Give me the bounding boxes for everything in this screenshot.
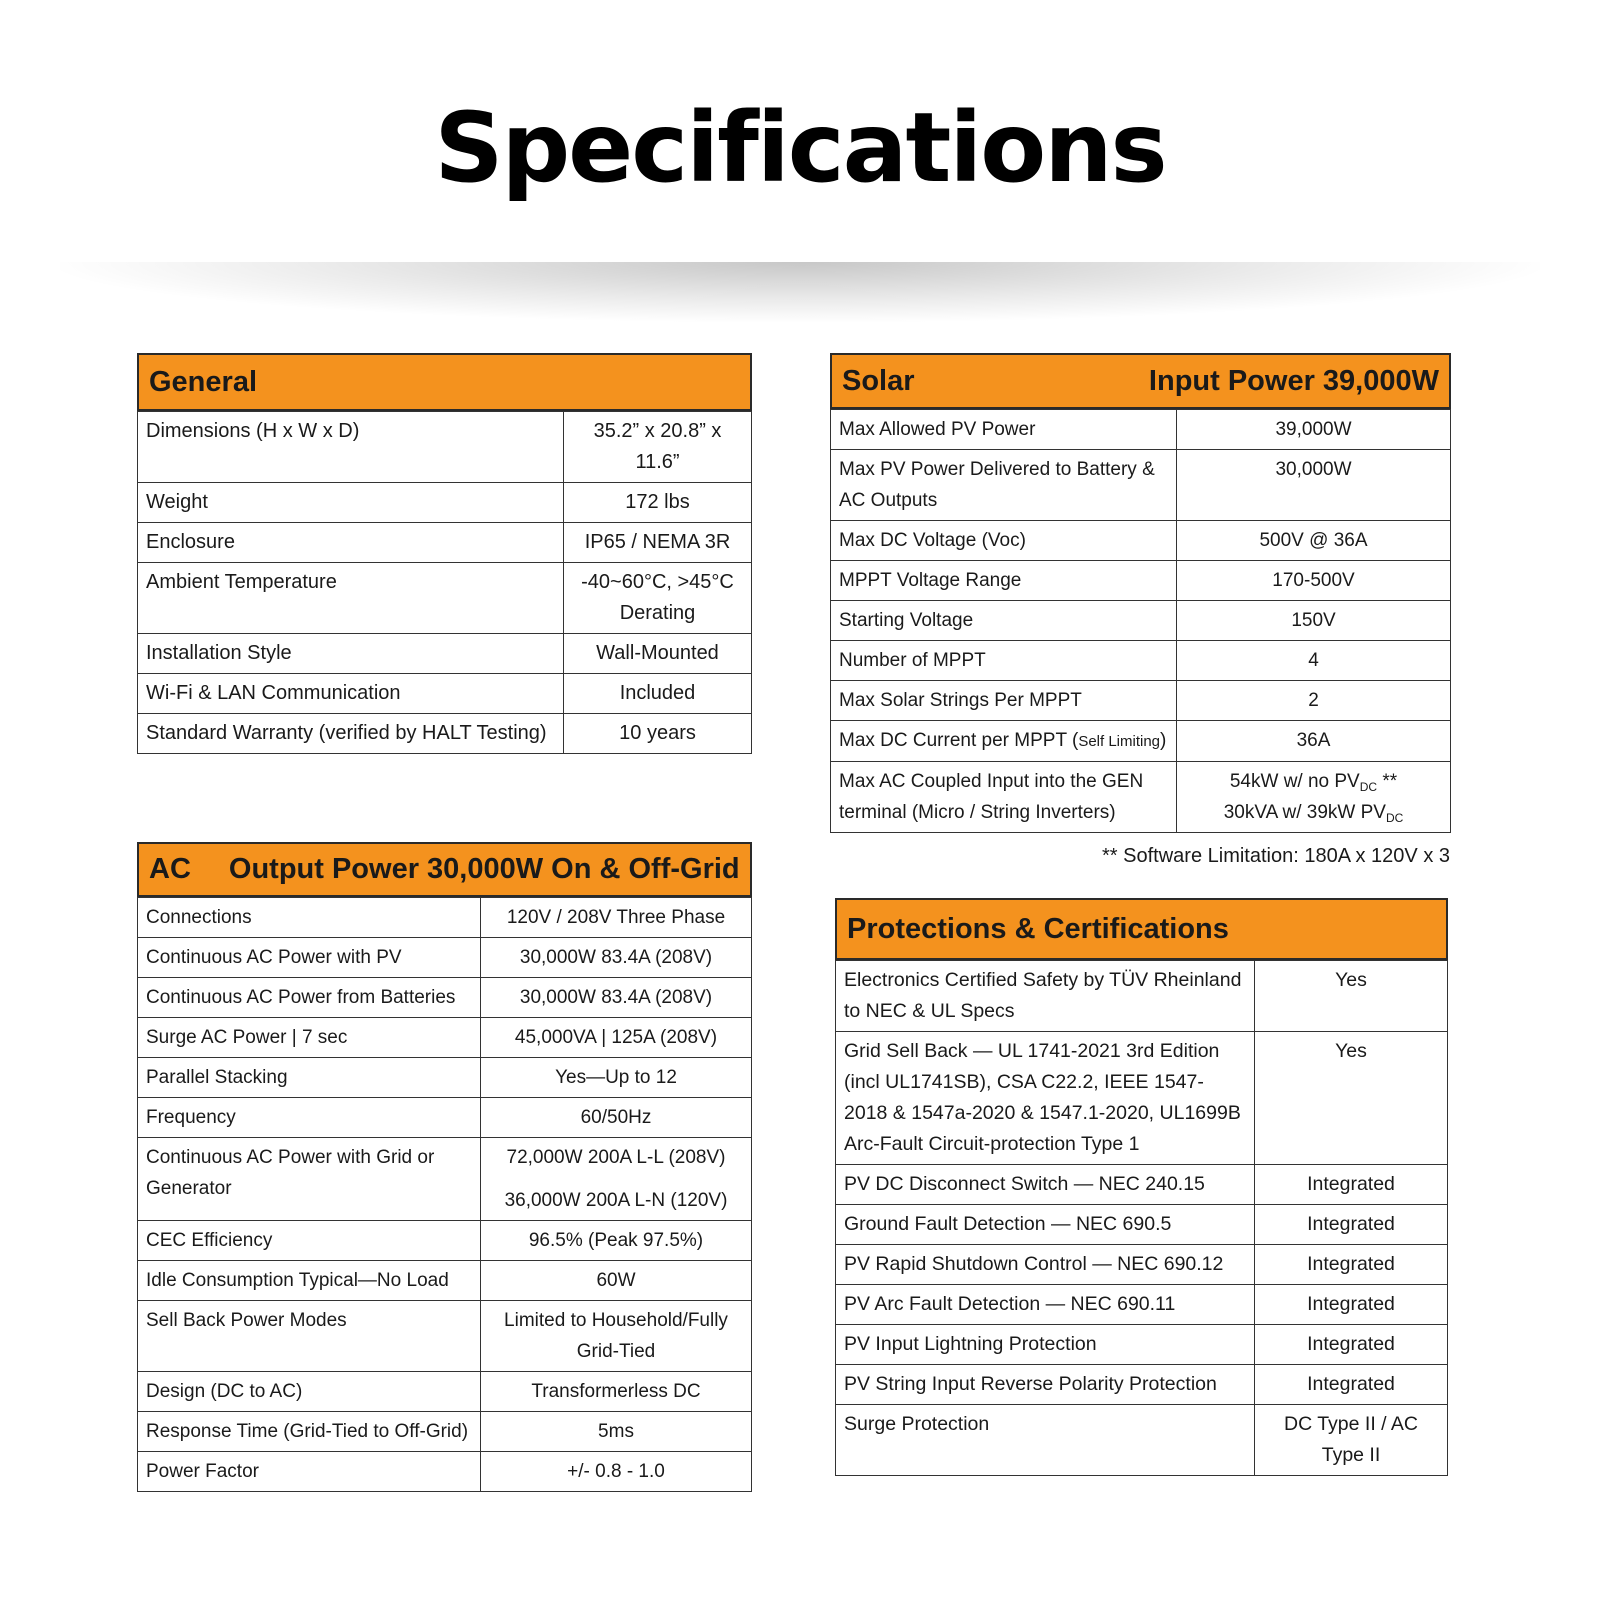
table-row [831, 410, 1451, 450]
protections-header [835, 898, 1448, 960]
solar-title: Solar [842, 364, 915, 397]
table-row [836, 961, 1448, 1032]
table-row [836, 1032, 1448, 1165]
spec-value: Yes [1255, 1032, 1448, 1165]
table-row [836, 1405, 1448, 1476]
spec-value: 30,000W 83.4A (208V) [481, 978, 752, 1018]
general-title: General [149, 365, 257, 398]
title-shadow-divider [60, 262, 1540, 322]
table-row [831, 521, 1451, 561]
spec-value: 172 lbs [564, 483, 752, 523]
software-limitation-note: ** Software Limitation: 180A x 120V x 3 [1102, 845, 1450, 867]
spec-label: Parallel Stacking [138, 1058, 481, 1098]
table-row [836, 1205, 1448, 1245]
spec-value: 45,000VA | 125A (208V) [481, 1018, 752, 1058]
table-row [836, 1365, 1448, 1405]
spec-label: Continuous AC Power from Batteries [138, 978, 481, 1018]
spec-label: Grid Sell Back — UL 1741-2021 3rd Edition (incl UL1741SB), CSA C22.2, IEEE 1547-2018 & 1547a-2020 & 1547.1-2020, UL1699B Arc-Fault Circuit-protection Type 1 [836, 1032, 1255, 1165]
spec-label: Number of MPPT [831, 641, 1177, 681]
spec-label: PV Rapid Shutdown Control — NEC 690.12 [836, 1245, 1255, 1285]
spec-value: Integrated [1255, 1245, 1448, 1285]
table-row [138, 1138, 752, 1221]
spec-label: Design (DC to AC) [138, 1372, 481, 1412]
table-row [831, 601, 1451, 641]
spec-label: Enclosure [138, 523, 564, 563]
table-row [138, 714, 752, 754]
table-row [138, 563, 752, 634]
table-row [831, 641, 1451, 681]
table-row [138, 523, 752, 563]
spec-value: 60/50Hz [481, 1098, 752, 1138]
spec-value: Integrated [1255, 1325, 1448, 1365]
spec-label: Max DC Voltage (Voc) [831, 521, 1177, 561]
spec-value: 60W [481, 1261, 752, 1301]
protections-panel [835, 898, 1448, 1476]
solar-table [830, 409, 1451, 833]
spec-label: Ground Fault Detection — NEC 690.5 [836, 1205, 1255, 1245]
spec-label: Max PV Power Delivered to Battery & AC Outputs [831, 450, 1177, 521]
page-title: Specifications [434, 92, 1166, 204]
spec-label: CEC Efficiency [138, 1221, 481, 1261]
spec-label: PV String Input Reverse Polarity Protection [836, 1365, 1255, 1405]
spec-value: 120V / 208V Three Phase [481, 898, 752, 938]
ac-title: AC [149, 853, 191, 885]
spec-label: Frequency [138, 1098, 481, 1138]
spec-label: Continuous AC Power with Grid or Generator [138, 1138, 481, 1221]
solar-header [830, 353, 1451, 409]
spec-value: Yes [1255, 961, 1448, 1032]
table-row [836, 1285, 1448, 1325]
table-row [831, 762, 1451, 833]
table-row [831, 721, 1451, 762]
spec-label: Ambient Temperature [138, 563, 564, 634]
spec-value: Integrated [1255, 1285, 1448, 1325]
table-row [138, 898, 752, 938]
ac-output-power: Output Power 30,000W On & Off-Grid [228, 853, 740, 885]
spec-value: 30,000W 83.4A (208V) [481, 938, 752, 978]
table-row [138, 938, 752, 978]
spec-value: IP65 / NEMA 3R [564, 523, 752, 563]
solar-input-power: Input Power 39,000W [1148, 364, 1439, 397]
spec-value: Transformerless DC [481, 1372, 752, 1412]
table-row [138, 1452, 752, 1492]
spec-label: Weight [138, 483, 564, 523]
general-header [137, 353, 752, 411]
spec-value: 39,000W [1177, 410, 1451, 450]
general-table [137, 411, 752, 754]
spec-label: Installation Style [138, 634, 564, 674]
spec-label: Max AC Coupled Input into the GEN terminal (Micro / String Inverters) [831, 762, 1177, 833]
table-row [138, 1058, 752, 1098]
spec-value: Integrated [1255, 1165, 1448, 1205]
table-row [138, 1261, 752, 1301]
table-row [138, 412, 752, 483]
protections-title: Protections & Certifications [847, 912, 1229, 945]
spec-label: Response Time (Grid-Tied to Off-Grid) [138, 1412, 481, 1452]
spec-label: Sell Back Power Modes [138, 1301, 481, 1372]
spec-value: Yes—Up to 12 [481, 1058, 752, 1098]
spec-label: Surge AC Power | 7 sec [138, 1018, 481, 1058]
table-row [831, 450, 1451, 521]
spec-value: -40~60°C, >45°C Derating [564, 563, 752, 634]
spec-value: 150V [1177, 601, 1451, 641]
spec-value: +/- 0.8 - 1.0 [481, 1452, 752, 1492]
spec-value: Wall-Mounted [564, 634, 752, 674]
spec-label: Max DC Current per MPPT (Self Limiting) [831, 721, 1177, 762]
spec-label: Standard Warranty (verified by HALT Testing) [138, 714, 564, 754]
spec-value: DC Type II / AC Type II [1255, 1405, 1448, 1476]
spec-value: 2 [1177, 681, 1451, 721]
solar-panel [830, 353, 1451, 833]
spec-value: 5ms [481, 1412, 752, 1452]
spec-value: Integrated [1255, 1365, 1448, 1405]
table-row [138, 483, 752, 523]
spec-label: PV DC Disconnect Switch — NEC 240.15 [836, 1165, 1255, 1205]
spec-value: 170-500V [1177, 561, 1451, 601]
spec-value: 96.5% (Peak 97.5%) [481, 1221, 752, 1261]
spec-value: Limited to Household/Fully Grid-Tied [481, 1301, 752, 1372]
protections-table [835, 960, 1448, 1476]
spec-label: Wi-Fi & LAN Communication [138, 674, 564, 714]
spec-label: Surge Protection [836, 1405, 1255, 1476]
table-row [138, 1221, 752, 1261]
spec-value: 36A [1177, 721, 1451, 762]
spec-label: Connections [138, 898, 481, 938]
spec-value: 10 years [564, 714, 752, 754]
table-row [138, 674, 752, 714]
ac-header [137, 842, 752, 897]
spec-value: Included [564, 674, 752, 714]
general-panel [137, 353, 752, 754]
spec-label: Starting Voltage [831, 601, 1177, 641]
table-row [138, 634, 752, 674]
ac-table [137, 897, 752, 1492]
table-row [138, 1412, 752, 1452]
spec-label: PV Input Lightning Protection [836, 1325, 1255, 1365]
spec-value: Integrated [1255, 1205, 1448, 1245]
ac-panel [137, 842, 752, 1492]
table-row [138, 1098, 752, 1138]
spec-value: 30,000W [1177, 450, 1451, 521]
spec-value: 72,000W 200A L-L (208V) 36,000W 200A L-N (120V) [481, 1138, 752, 1221]
spec-label: MPPT Voltage Range [831, 561, 1177, 601]
spec-label: PV Arc Fault Detection — NEC 690.11 [836, 1285, 1255, 1325]
spec-value: 54kW w/ no $PV_{DC}$ ** 30kVA w/ 39kW $PV_{DC}$ [1177, 762, 1451, 833]
spec-label: Max Allowed PV Power [831, 410, 1177, 450]
spec-value: 500V @ 36A [1177, 521, 1451, 561]
table-row [831, 681, 1451, 721]
table-row [836, 1165, 1448, 1205]
spec-label: Electronics Certified Safety by TÜV Rheinland to NEC & UL Specs [836, 961, 1255, 1032]
table-row [138, 1301, 752, 1372]
spec-label: Dimensions (H x W x D) [138, 412, 564, 483]
table-row [138, 1018, 752, 1058]
table-row [836, 1325, 1448, 1365]
table-row [138, 1372, 752, 1412]
spec-label: Max Solar Strings Per MPPT [831, 681, 1177, 721]
spec-label: Continuous AC Power with PV [138, 938, 481, 978]
spec-value: 4 [1177, 641, 1451, 681]
spec-label: Power Factor [138, 1452, 481, 1492]
spec-value: 35.2” x 20.8” x 11.6” [564, 412, 752, 483]
table-row [138, 978, 752, 1018]
spec-label: Idle Consumption Typical—No Load [138, 1261, 481, 1301]
table-row [831, 561, 1451, 601]
table-row [836, 1245, 1448, 1285]
